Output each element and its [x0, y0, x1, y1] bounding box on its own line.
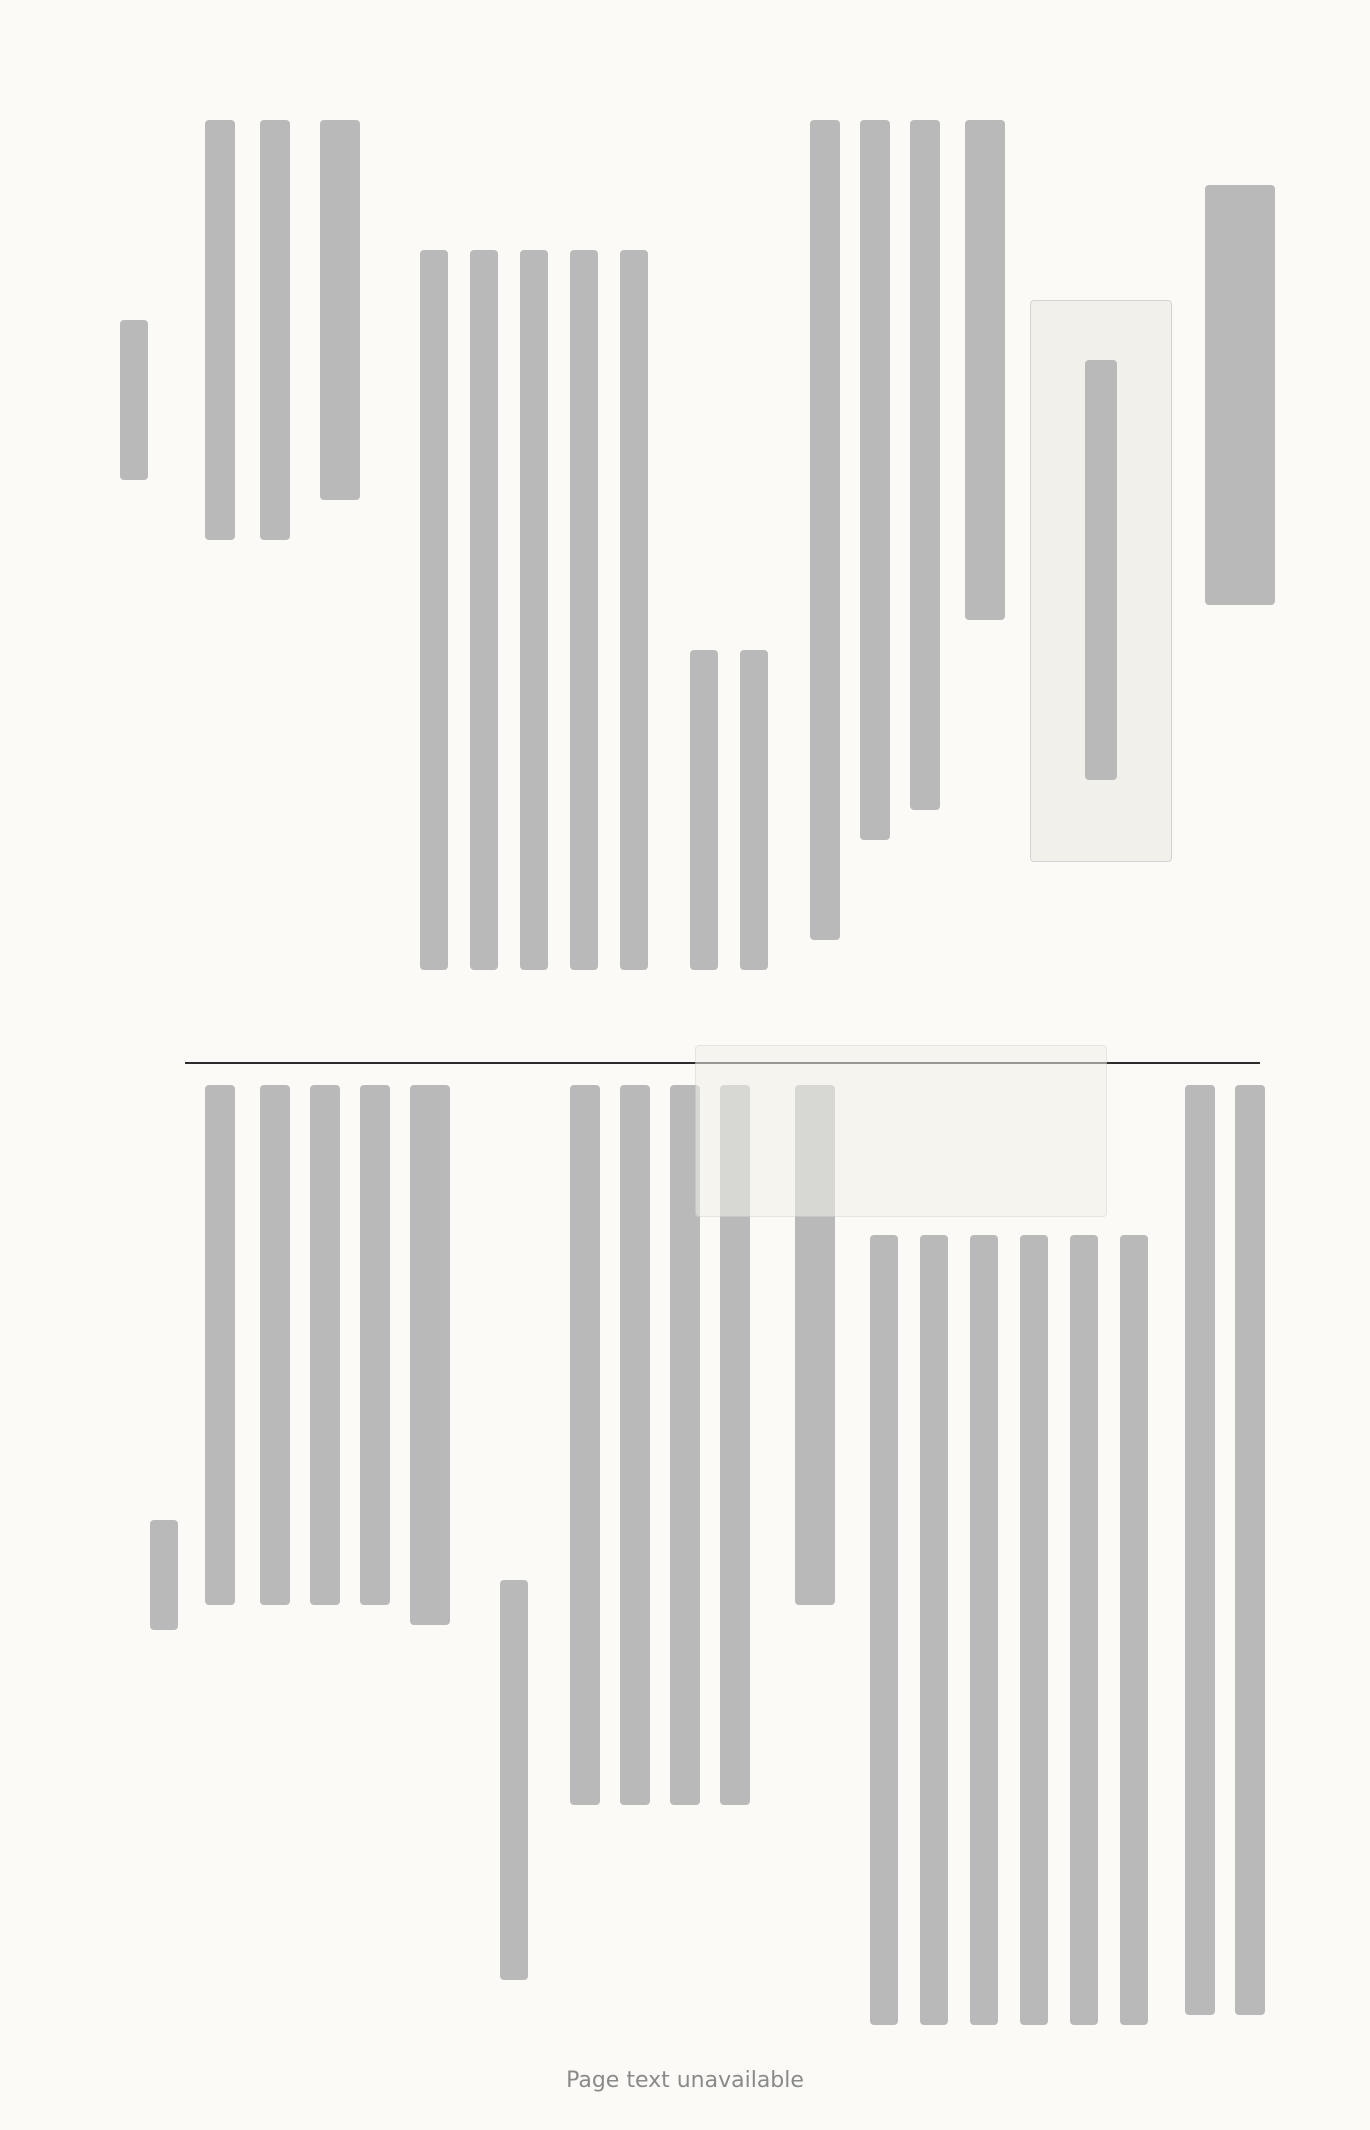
entry-line — [260, 120, 290, 540]
entry-heading — [410, 1085, 450, 1625]
entry-line — [690, 650, 718, 970]
entry-line — [910, 120, 940, 810]
entry-line — [860, 120, 890, 840]
entry-line — [570, 1085, 600, 1805]
entry-line — [260, 1085, 290, 1605]
entry-line — [1020, 1235, 1048, 2025]
entry-heading — [965, 120, 1005, 620]
entry-line — [500, 1580, 528, 1980]
entry-line — [620, 250, 648, 970]
section-heading — [1085, 360, 1117, 780]
entry-line — [310, 1085, 340, 1605]
title-column — [1205, 185, 1275, 605]
entry-line — [1235, 1085, 1265, 2015]
entry-line — [1070, 1235, 1098, 2025]
entry-line — [205, 1085, 235, 1605]
entry-line — [420, 250, 448, 970]
entry-line — [970, 1235, 998, 2025]
entry-line — [870, 1235, 898, 2025]
footer-text: Page text unavailable — [566, 2068, 804, 2093]
entry-line — [120, 320, 148, 480]
entry-line — [520, 250, 548, 970]
entry-line — [740, 650, 768, 970]
entry-line — [810, 120, 840, 940]
entry-line — [1185, 1085, 1215, 2015]
entry-line — [1120, 1235, 1148, 2025]
page-number — [150, 1520, 178, 1630]
entry-line — [620, 1085, 650, 1805]
entry-line — [360, 1085, 390, 1605]
watermark — [695, 1045, 1107, 1217]
entry-line — [470, 250, 498, 970]
entry-heading — [320, 120, 360, 500]
entry-line — [920, 1235, 948, 2025]
entry-line — [205, 120, 235, 540]
entry-line — [570, 250, 598, 970]
